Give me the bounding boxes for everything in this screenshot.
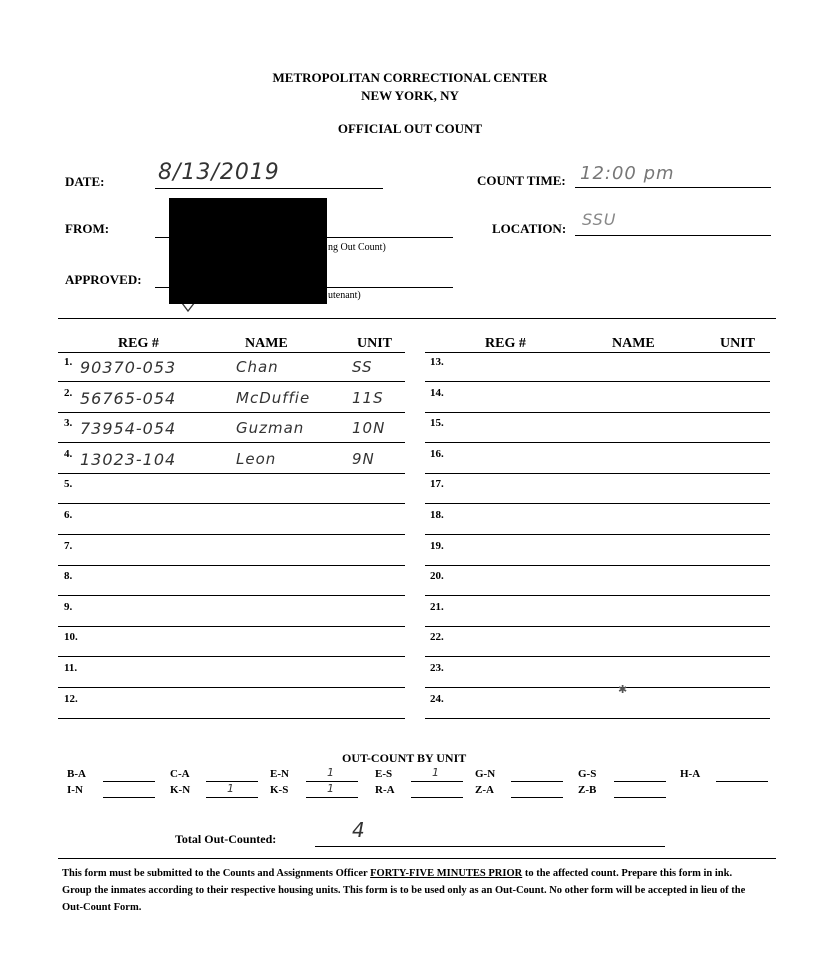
unit-label: C-A bbox=[170, 768, 190, 780]
right-row-number: 16. bbox=[430, 448, 444, 460]
left-row-number: 8. bbox=[64, 570, 73, 582]
unit-count-value: 1 bbox=[327, 766, 334, 779]
left-row-name: Leon bbox=[236, 450, 277, 468]
right-header-reg: REG # bbox=[485, 336, 526, 351]
right-row-line bbox=[425, 656, 770, 657]
unit-count-line bbox=[103, 781, 155, 782]
left-row-line bbox=[58, 442, 405, 443]
unit-count-line bbox=[614, 781, 666, 782]
unit-label: H-A bbox=[680, 768, 701, 780]
left-row-number: 6. bbox=[64, 509, 73, 521]
total-label: Total Out-Counted: bbox=[175, 832, 277, 846]
unit-count-line bbox=[206, 797, 258, 798]
unit-label: E-S bbox=[375, 768, 393, 780]
unit-count-line bbox=[411, 797, 463, 798]
right-row-line bbox=[425, 565, 770, 566]
left-row-number: 7. bbox=[64, 540, 73, 552]
left-row-line bbox=[58, 534, 405, 535]
ink-mark: ✱ bbox=[618, 684, 628, 696]
unit-count-line bbox=[511, 797, 563, 798]
out-count-title: OUT-COUNT BY UNIT bbox=[342, 751, 467, 765]
unit-label: E-N bbox=[270, 768, 289, 780]
unit-label: R-A bbox=[375, 784, 395, 796]
date-underline bbox=[155, 188, 383, 189]
unit-count-line bbox=[306, 797, 358, 798]
unit-count-line bbox=[614, 797, 666, 798]
left-row-line bbox=[58, 718, 405, 719]
left-row-number: 12. bbox=[64, 693, 78, 705]
unit-label: Z-A bbox=[475, 784, 494, 796]
left-row-name: McDuffie bbox=[236, 389, 311, 407]
left-row-line bbox=[58, 687, 405, 688]
table-top-rule bbox=[58, 318, 776, 319]
left-header-line bbox=[58, 352, 405, 353]
approved-label: APPROVED: bbox=[65, 272, 142, 287]
left-row-name: Chan bbox=[236, 358, 279, 376]
left-row-line bbox=[58, 595, 405, 596]
right-row-line bbox=[425, 503, 770, 504]
left-row-line bbox=[58, 656, 405, 657]
left-header-unit: UNIT bbox=[357, 336, 393, 351]
footer-text-underlined: FORTY-FIVE MINUTES PRIOR bbox=[370, 868, 523, 879]
right-row-number: 22. bbox=[430, 631, 444, 643]
from-label: FROM: bbox=[65, 221, 110, 236]
unit-count-line bbox=[511, 781, 563, 782]
left-row-line bbox=[58, 626, 405, 627]
date-value: 8/13/2019 bbox=[158, 160, 280, 185]
unit-count-line bbox=[103, 797, 155, 798]
unit-count-value: 1 bbox=[227, 782, 234, 795]
left-row-number: 5. bbox=[64, 478, 73, 490]
right-row-number: 13. bbox=[430, 356, 444, 368]
left-row-number: 10. bbox=[64, 631, 78, 643]
unit-label: G-S bbox=[578, 768, 597, 780]
unit-label: K-N bbox=[170, 784, 191, 796]
total-underline bbox=[315, 846, 665, 847]
left-header-reg: REG # bbox=[118, 336, 159, 351]
count-time-underline bbox=[575, 187, 771, 188]
right-row-line bbox=[425, 442, 770, 443]
left-row-unit: 9N bbox=[352, 450, 375, 468]
left-row-number: 2. bbox=[64, 387, 73, 399]
count-time-value: 12:00 pm bbox=[580, 163, 675, 184]
right-row-line bbox=[425, 718, 770, 719]
right-row-number: 20. bbox=[430, 570, 444, 582]
left-row-unit: 11S bbox=[352, 389, 384, 407]
redaction-box bbox=[169, 198, 327, 304]
right-row-line bbox=[425, 687, 770, 688]
unit-count-value: 1 bbox=[327, 782, 334, 795]
left-row-name: Guzman bbox=[236, 419, 305, 437]
left-row-number: 11. bbox=[64, 662, 78, 674]
left-row-line bbox=[58, 503, 405, 504]
right-row-number: 18. bbox=[430, 509, 444, 521]
right-header-name: NAME bbox=[612, 336, 655, 351]
left-header-name: NAME bbox=[245, 336, 288, 351]
unit-label: I-N bbox=[67, 784, 83, 796]
left-row-number: 9. bbox=[64, 601, 73, 613]
left-row-number: 3. bbox=[64, 417, 73, 429]
unit-label: K-S bbox=[270, 784, 289, 796]
right-row-number: 23. bbox=[430, 662, 444, 674]
left-row-unit: SS bbox=[352, 358, 373, 376]
left-row-line bbox=[58, 381, 405, 382]
left-row-reg: 13023-104 bbox=[80, 450, 177, 469]
right-row-line bbox=[425, 626, 770, 627]
form-title-line1: METROPOLITAN CORRECTIONAL CENTER bbox=[272, 70, 548, 85]
footer-instructions bbox=[62, 865, 762, 916]
count-time-label: COUNT TIME: bbox=[477, 173, 566, 188]
right-row-line bbox=[425, 412, 770, 413]
left-row-reg: 56765-054 bbox=[80, 389, 177, 408]
left-row-line bbox=[58, 565, 405, 566]
footer-top-rule bbox=[58, 858, 776, 859]
right-row-line bbox=[425, 534, 770, 535]
left-row-line bbox=[58, 412, 405, 413]
location-value: SSU bbox=[582, 210, 617, 229]
location-label: LOCATION: bbox=[492, 221, 567, 236]
unit-label: B-A bbox=[67, 768, 86, 780]
from-caption: ng Out Count) bbox=[328, 242, 386, 253]
form-title-line3: OFFICIAL OUT COUNT bbox=[337, 121, 483, 136]
form-title-line2: NEW YORK, NY bbox=[361, 88, 459, 103]
location-underline bbox=[575, 235, 771, 236]
right-row-number: 19. bbox=[430, 540, 444, 552]
right-row-number: 14. bbox=[430, 387, 444, 399]
unit-count-line bbox=[716, 781, 768, 782]
unit-count-value: 1 bbox=[432, 766, 439, 779]
right-row-number: 21. bbox=[430, 601, 444, 613]
left-row-unit: 10N bbox=[352, 419, 386, 437]
unit-label: G-N bbox=[475, 768, 496, 780]
right-row-number: 17. bbox=[430, 478, 444, 490]
right-header-line bbox=[425, 352, 770, 353]
left-row-line bbox=[58, 473, 405, 474]
right-row-number: 15. bbox=[430, 417, 444, 429]
footer-text-before: This form must be submitted to the Counts and Assignments Officer bbox=[62, 868, 371, 879]
right-row-line bbox=[425, 595, 770, 596]
right-row-line bbox=[425, 473, 770, 474]
left-row-number: 4. bbox=[64, 448, 73, 460]
right-row-number: 24. bbox=[430, 693, 444, 705]
date-label: DATE: bbox=[65, 174, 105, 189]
unit-count-line bbox=[411, 781, 463, 782]
right-header-unit: UNIT bbox=[720, 336, 756, 351]
footer-text-after: to the affected count. Prepare this form in ink. Group the inmates according to their respective housing units. This form is to be used only as an Out-Count. No other form will be accepted in lieu of the Out-Count Form. bbox=[62, 868, 746, 913]
left-row-reg: 90370-053 bbox=[80, 358, 177, 377]
right-row-line bbox=[425, 381, 770, 382]
approved-caption: utenant) bbox=[328, 290, 361, 301]
unit-label: Z-B bbox=[578, 784, 597, 796]
left-row-reg: 73954-054 bbox=[80, 419, 177, 438]
left-row-number: 1. bbox=[64, 356, 73, 368]
total-value: 4 bbox=[352, 818, 366, 842]
